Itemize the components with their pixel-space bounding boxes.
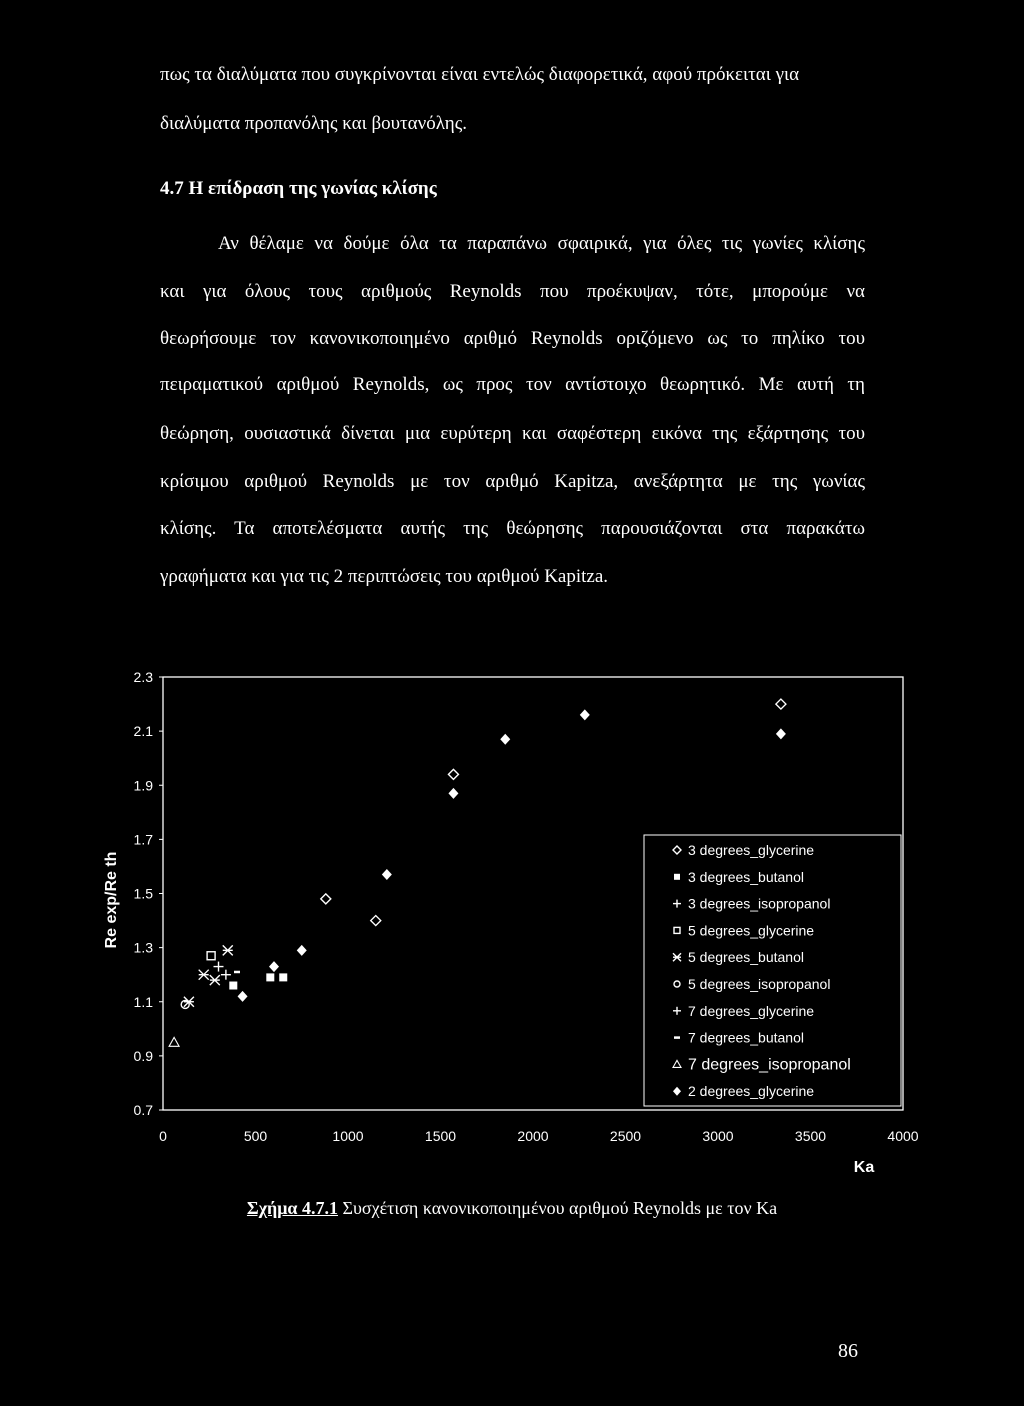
- figure-caption: [0, 1198, 1024, 1219]
- body-line-7: κλίσης. Τα αποτελέσματα αυτής της θεώρησης παρουσιάζονται στα παρακάτω: [160, 518, 865, 539]
- x-tick-label: 4000: [887, 1128, 919, 1144]
- marker-diamond-filled: [297, 945, 307, 956]
- marker-square-filled: [229, 982, 237, 990]
- y-tick-label: 1.5: [133, 885, 153, 902]
- marker-diamond-filled: [448, 788, 458, 799]
- marker-square-filled: [266, 973, 274, 981]
- marker-plus: [221, 970, 231, 980]
- marker-diamond-filled: [580, 709, 590, 720]
- marker-diamond-filled: [776, 728, 786, 739]
- y-tick-label: 1.1: [133, 993, 153, 1010]
- legend: [644, 835, 901, 1106]
- caption-text: Συσχέτιση κανονικοποιημένου αριθμού Reynolds με τον Ka: [342, 1198, 778, 1218]
- y-axis-label: Re exp/Re th: [103, 851, 120, 949]
- marker-diamond-open: [448, 769, 458, 779]
- marker-diamond-filled: [269, 961, 279, 972]
- legend-label: 5 degrees_glycerine: [688, 922, 815, 939]
- x-tick-label: 3000: [702, 1128, 734, 1144]
- marker-triangle-open: [169, 1037, 179, 1046]
- marker-square-open: [207, 952, 215, 960]
- y-tick-label: 2.3: [133, 669, 153, 685]
- caption-label: Σχήμα 4.7.1: [246, 1198, 338, 1218]
- marker-square-filled: [279, 973, 287, 981]
- legend-label: 7 degrees_butanol: [688, 1029, 804, 1046]
- x-tick-label: 0: [159, 1128, 167, 1144]
- x-tick-label: 3500: [794, 1128, 827, 1144]
- legend-label: 3 degrees_butanol: [688, 868, 804, 885]
- body-line-8: γραφήματα και για τις 2 περιπτώσεις του αριθμού Kapitza.: [160, 566, 609, 587]
- body-line-5: θεώρηση, ουσιαστικά δίνεται μια ευρύτερη και σαφέστερη εικόνα της εξάρτησης του: [160, 423, 865, 444]
- legend-label: 5 degrees_isopropanol: [688, 976, 831, 992]
- marker-asterisk: [223, 945, 233, 955]
- legend-label: 3 degrees_isopropanol: [688, 895, 831, 912]
- y-tick-label: 1.7: [133, 831, 153, 848]
- marker-square-filled: [674, 874, 680, 880]
- intro-line-2: διαλύματα προπανόλης και βουτανόλης.: [160, 113, 467, 134]
- x-tick-label: 500: [243, 1128, 268, 1144]
- x-tick-label: 1000: [332, 1128, 364, 1144]
- body-line-2: και για όλους τους αριθμούς Reynolds που προέκυψαν, τότε, μπορούμε να: [160, 281, 865, 302]
- marker-diamond-filled: [382, 869, 392, 880]
- marker-diamond-open: [776, 699, 786, 709]
- page-number: 86: [838, 1340, 858, 1362]
- x-tick-label: 2500: [609, 1128, 642, 1144]
- marker-diamond-filled: [238, 991, 248, 1002]
- marker-diamond-filled: [500, 734, 510, 745]
- section-heading: 4.7 Η επίδραση της γωνίας κλίσης: [160, 178, 437, 199]
- y-tick-label: 2.1: [133, 723, 153, 740]
- legend-label: 7 degrees_glycerine: [688, 1002, 815, 1019]
- body-line-4: πειραματικού αριθμού Reynolds, ως προς τον αντίστοιχο θεωρητικό. Με αυτή τη: [160, 374, 865, 395]
- y-tick-label: 1.3: [133, 939, 153, 956]
- marker-diamond-open: [321, 894, 331, 904]
- y-tick-label: 1.9: [133, 777, 153, 794]
- body-line-3: θεωρήσουμε τον κανονικοποιημένο αριθμό Reynolds οριζόμενο ως το πηλίκο του: [160, 328, 865, 349]
- intro-line-1: πως τα διαλύματα που συγκρίνονται είναι εντελώς διαφορετικά, αφού πρόκειται για: [160, 64, 800, 85]
- y-tick-label: 0.7: [133, 1102, 153, 1118]
- x-axis-ticks: [159, 1128, 919, 1144]
- marker-diamond-open: [371, 916, 381, 926]
- x-axis-label: Ka: [853, 1159, 875, 1176]
- legend-label: 2 degrees_glycerine: [688, 1083, 815, 1100]
- legend-label: 7 degrees_isopropanol: [688, 1056, 851, 1074]
- body-line-6: κρίσιμου αριθμού Reynolds με τον αριθμό Kapitza, ανεξάρτητα με της γωνίας: [160, 471, 865, 492]
- y-axis-ticks: [134, 669, 163, 1118]
- body-line-1: Αν θέλαμε να δούμε όλα τα παραπάνω σφαιρικά, για όλες τις γωνίες κλίσης: [218, 233, 865, 254]
- legend-label: 5 degrees_butanol: [688, 949, 804, 966]
- x-tick-label: 1500: [424, 1128, 457, 1144]
- x-tick-label: 2000: [517, 1128, 549, 1144]
- marker-plus: [214, 962, 224, 972]
- y-tick-label: 0.9: [133, 1047, 153, 1064]
- legend-label: 3 degrees_glycerine: [688, 842, 815, 858]
- marker-asterisk: [210, 975, 220, 985]
- marker-asterisk: [199, 970, 209, 980]
